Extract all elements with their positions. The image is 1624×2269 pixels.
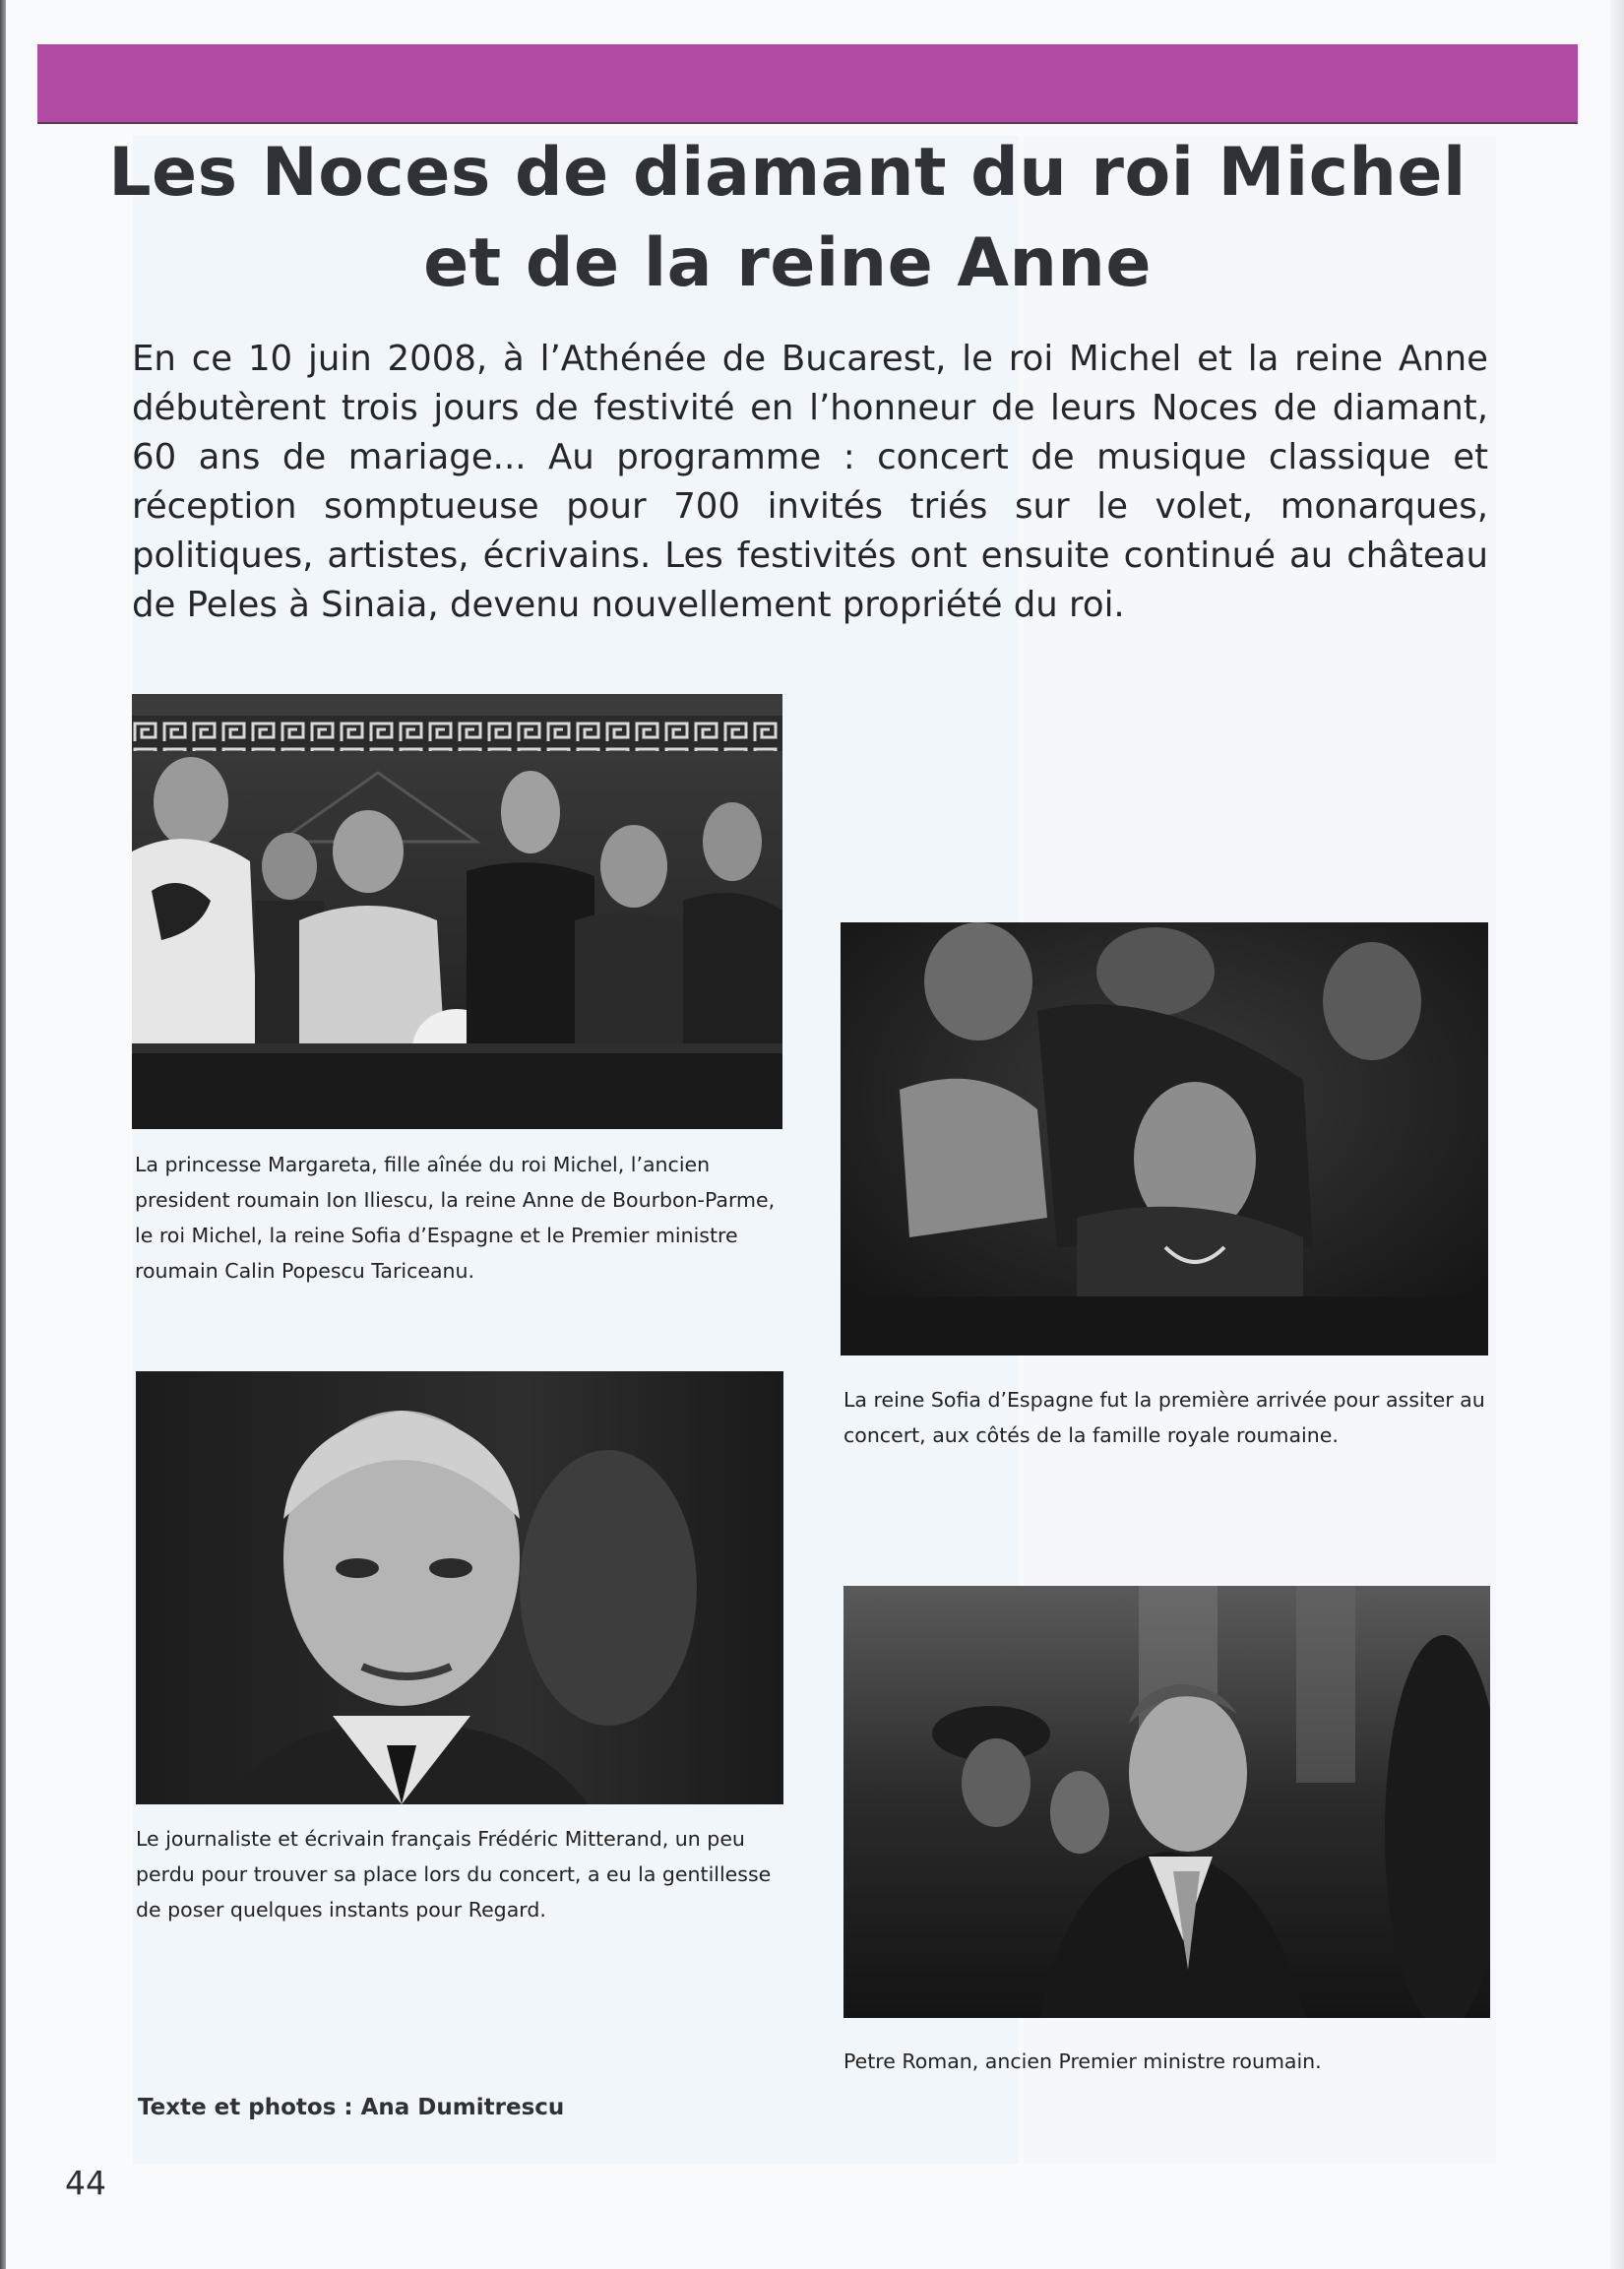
- photo-frederic-mitterrand-image: [136, 1371, 783, 1804]
- photo-petre-roman: [843, 1586, 1490, 2018]
- article-lede: [132, 335, 1488, 630]
- headline-line-2: et de la reine Anne: [423, 224, 1152, 302]
- photo-caption: La reine Sofia d’Espagne fut la première arrivée pour assiter au concert, aux côtés de la famille royale roumaine.: [843, 1388, 1485, 1447]
- header-accent-bar: [37, 44, 1578, 124]
- lede-paragraph: En ce 10 juin 2008, à l’Athénée de Bucarest, le roi Michel et la reine Anne débutèrent trois jours de festivité en l’honneur de leurs Noces de diamant, 60 ans de mariage... Au programme : concert de musique classique et réception somptueuse pour 700 invités triés sur le volet, monarques, politiques, artistes, écrivains. Les festivités ont ensuite continué au château de Peles à Sinaia, devenu nouvellement propriété du roi.: [132, 339, 1488, 625]
- photo-royal-box: [132, 694, 782, 1129]
- page-number: 44: [65, 2164, 106, 2202]
- scan-binding-edge: [0, 0, 6, 2269]
- scan-page-edge: [1610, 0, 1624, 2269]
- photo-queen-sofia: [841, 922, 1488, 1355]
- article-credit: Texte et photos : Ana Dumitrescu: [138, 2095, 565, 2120]
- headline-line-1: Les Noces de diamant du roi Michel: [108, 134, 1467, 212]
- photo-frederic-mitterrand: [136, 1371, 783, 1804]
- photo-caption: Le journaliste et écrivain français Frédéric Mitterand, un peu perdu pour trouver sa place lors du concert, a eu la gentillesse de poser quelques instants pour Regard.: [136, 1827, 772, 1922]
- photo-petre-roman-image: [843, 1586, 1490, 2018]
- photo-caption: Petre Roman, ancien Premier ministre roumain.: [843, 2049, 1322, 2073]
- photo-caption: La princesse Margareta, fille aînée du roi Michel, l’ancien president roumain Ion Iliescu, la reine Anne de Bourbon-Parme, le roi Michel, la reine Sofia d’Espagne et le Premier ministre roumain Calin Popescu Tariceanu.: [135, 1153, 776, 1283]
- article-headline: [79, 128, 1496, 309]
- photo-queen-sofia-image: [841, 922, 1488, 1355]
- photo-royal-box-image: [132, 694, 782, 1129]
